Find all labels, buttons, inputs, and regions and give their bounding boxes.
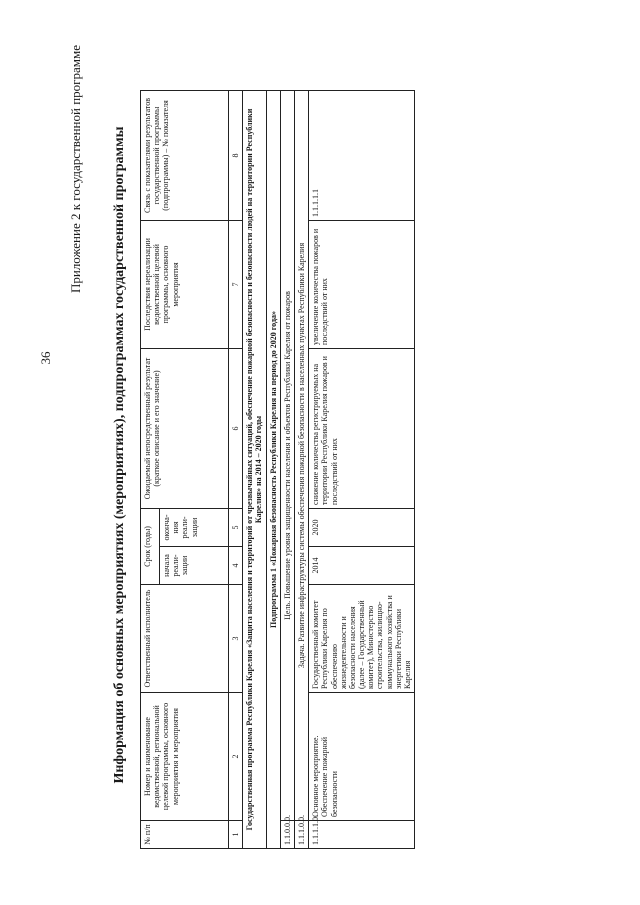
task-text: Задача. Развитие инфраструктуры системы обеспечения пожарной безопасности в населенных пунктах Республики Карелия — [294, 90, 308, 820]
header-result: Ожидаемый непосредственный результат (краткое описание и его значение) — [141, 348, 229, 508]
header-term: Срок (годы) — [141, 508, 160, 584]
colnum-2: 2 — [229, 693, 243, 821]
header-num: № п/п — [141, 821, 229, 849]
task-num: 1.1.1.0.0. — [294, 821, 308, 849]
colnum-6: 6 — [229, 348, 243, 508]
subprogram-row — [266, 90, 280, 848]
colnum-7: 7 — [229, 220, 243, 348]
measure-end: 2020 — [309, 508, 415, 546]
colnum-1: 1 — [229, 821, 243, 849]
measure-name: Основное мероприятие. Обеспечение пожарной безопасности — [309, 693, 415, 821]
measure-consequence: увеличение количества пожаров и последствий от них — [309, 220, 415, 348]
colnum-5: 5 — [229, 508, 243, 546]
task-row — [294, 90, 308, 848]
subprogram-title: Подпрограмма 1 «Пожарная безопасность Республики Карелия на период до 2020 года» — [266, 90, 280, 848]
header-row — [141, 90, 160, 848]
measure-indicator: 1.1.1.1.1 — [309, 90, 415, 220]
column-numbers-row — [229, 90, 243, 848]
colnum-4: 4 — [229, 547, 243, 585]
document-title: Информация об основных мероприятиях (мероприятиях), подпрограммах государственной программы — [112, 126, 127, 784]
measure-result: снижение количества регистрируемых на территории Республики Карелия пожаров и последствий от них — [309, 348, 415, 508]
goal-num: 1.1.0.0.0. — [280, 821, 294, 849]
goal-row — [280, 90, 294, 848]
colnum-8: 8 — [229, 90, 243, 220]
measure-executor: Государственный комитет Республики Карелия по обеспечению жизнедеятельности и безопасности населения (далее – Государственный комитет), Министерство строительства, жилищно-коммунального хозяйства и энергетики Республики Карелия — [309, 585, 415, 693]
header-end: оконча-ния реали-зации — [160, 508, 229, 546]
header-name: Номер и наименование ведомственной, региональной целевой программы, основного мероприятия и мероприятия — [141, 693, 229, 821]
program-row — [243, 90, 266, 848]
page-number: 36 — [38, 351, 53, 365]
main-measure-row — [309, 90, 415, 848]
goal-text: Цель. Повышение уровня защищенности населения и объектов Республики Карелия от пожаров — [280, 90, 294, 820]
measure-start: 2014 — [309, 547, 415, 585]
appendix-label: Приложение 2 к государственной программе — [68, 45, 83, 294]
header-executor: Ответственный исполнитель — [141, 585, 229, 693]
program-title: Государственная программа Республики Карелия «Защита населения и территорий от чрезвычайных ситуаций, обеспечение пожарной безопасности и безопасности людей на территории Республики Карелия» на 2014 – 2020 годы — [243, 90, 266, 848]
measures-table — [140, 90, 415, 849]
measure-num: 1.1.1.1.0. — [309, 821, 415, 849]
colnum-3: 3 — [229, 585, 243, 693]
header-indicator: Связь с показателями результатов государственной программы (подпрограммы) – № показателя — [141, 90, 229, 220]
header-consequence: Последствия нереализации ведомственной целевой программы, основного мероприятия — [141, 220, 229, 348]
header-start: начала реали-зации — [160, 547, 229, 585]
